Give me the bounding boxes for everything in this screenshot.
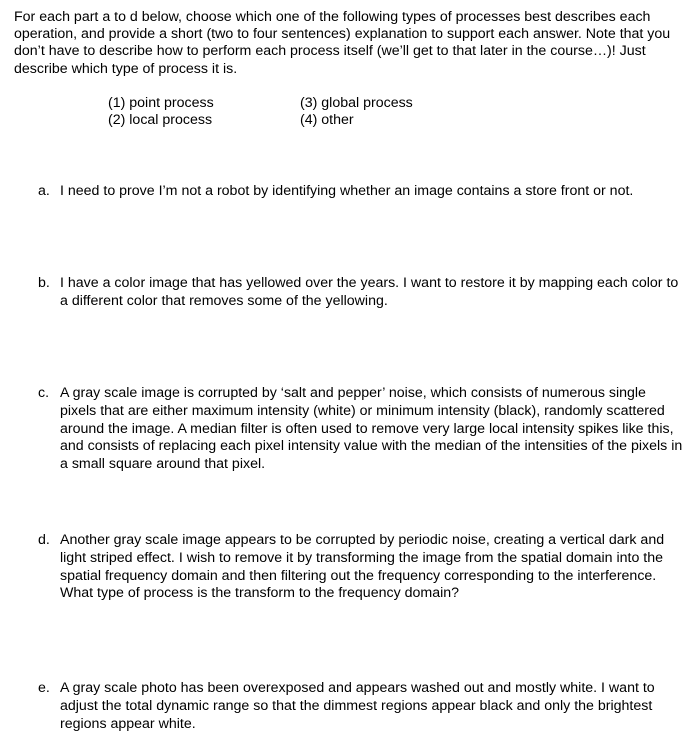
question-e	[14, 680, 684, 733]
question-text: I need to prove I’m not a robot by identifying whether an image contains a store front or not.	[60, 183, 634, 199]
option-local-process: (2) local process	[108, 112, 213, 129]
options-column-left	[108, 95, 214, 129]
question-text: A gray scale image is corrupted by ‘salt and pepper’ noise, which consists of numerous single pixels that are either maximum intensity (white) or minimum intensity (black), randomly scattered around the image. A median filter is often used to remove very large local intensity spikes like this, and consists of replacing each pixel intensity value with the median of the intensities of the pixels in a small square around that pixel.	[60, 385, 683, 473]
question-text: Another gray scale image appears to be corrupted by periodic noise, creating a vertical dark and light striped effect. I wish to remove it by transforming the image from the spatial domain into the spatial frequency domain and then filtering out the frequency corresponding to the interference. What type of process is the transform to the frequency domain?	[60, 532, 665, 602]
options-column-right	[300, 95, 413, 129]
question-letter: d.	[38, 532, 50, 548]
option-point-process: (1) point process	[108, 95, 214, 111]
question-text: I have a color image that has yellowed over the years. I want to restore it by mapping each color to a different color that removes some of the yellowing.	[60, 275, 679, 309]
question-c	[14, 385, 684, 474]
question-letter: c.	[38, 385, 50, 401]
question-letter: b.	[38, 275, 50, 291]
option-other: (4) other	[300, 112, 354, 129]
instructions-paragraph: For each part a to d below, choose which one of the following types of processes best describes each operation, and provide a short (two to four sentences) explanation to support each answer. Note that you don’t have to describe how to perform each process itself (we’ll get to that later in the course…)! Just describe which type of process it is.	[14, 9, 671, 77]
question-b	[14, 275, 684, 311]
question-d	[14, 532, 684, 603]
question-letter: e.	[38, 680, 50, 696]
question-letter: a.	[38, 183, 50, 199]
option-global-process: (3) global process	[300, 95, 413, 111]
question-text: A gray scale photo has been overexposed and appears washed out and mostly white. I want to adjust the total dynamic range so that the dimmest regions appear black and only the brightest regions appear white.	[60, 680, 655, 732]
question-a	[14, 183, 684, 201]
